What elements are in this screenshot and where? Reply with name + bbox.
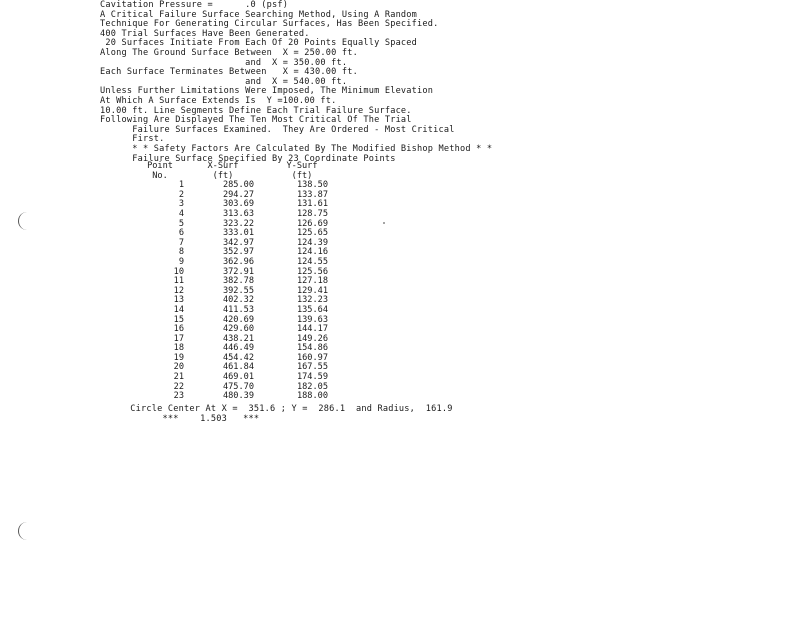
cell-y-surf: 132.23 [296, 295, 328, 306]
header-line: 20 Surfaces Initiate From Each Of 20 Points Equally Spaced [100, 38, 418, 49]
cell-y-surf: 124.39 [296, 237, 328, 248]
col-header-point: Point [147, 161, 173, 171]
cell-x-surf: 285.00 [222, 180, 254, 191]
cell-y-surf: 139.63 [296, 314, 328, 325]
header-line: Failure Surface Specified By 23 Coordinate Points [100, 153, 396, 164]
cell-point: 20 [173, 362, 184, 373]
cell-point: 19 [173, 352, 184, 363]
cell-x-surf: 392.55 [222, 285, 254, 296]
header-line: At Which A Surface Extends Is Y =100.00 ft. [100, 96, 337, 106]
header-line: Technique For Generating Circular Surfaces, Has Been Specified. [100, 19, 439, 30]
table-body [140, 181, 328, 402]
cell-x-surf: 303.69 [222, 199, 254, 210]
cell-point: 2 [178, 189, 184, 200]
table-row [140, 392, 328, 402]
header-line: Unless Further Limitations Were Imposed, The Minimum Elevation [100, 86, 434, 97]
cell-point: 12 [173, 285, 184, 296]
cell-point: 1 [178, 180, 184, 191]
cell-x-surf: 313.63 [222, 208, 254, 219]
cell-point: 5 [178, 218, 184, 229]
cell-y-surf: 154.86 [296, 343, 328, 354]
col-unit-y-surf: (ft) [291, 170, 313, 181]
header-line: Along The Ground Surface Between X = 250.00 ft. [100, 48, 358, 58]
cell-x-surf: 342.97 [222, 237, 254, 248]
cell-x-surf: 323.22 [222, 218, 254, 229]
cell-x-surf: 420.69 [222, 314, 254, 325]
cell-x-surf: 362.96 [222, 256, 254, 267]
cell-y-surf: 160.97 [296, 352, 328, 363]
header-line: 400 Trial Surfaces Have Been Generated. [100, 28, 310, 39]
cell-y-surf: 167.55 [296, 362, 328, 373]
cell-point: 15 [173, 314, 184, 325]
header-line: Each Surface Terminates Between X = 430.00 ft. [100, 67, 358, 78]
header-line: A Critical Failure Surface Searching Method, Using A Random [100, 9, 418, 20]
safety-factor-line: *** 1.503 *** [98, 414, 260, 424]
col-header-x-surf: X-Surf [207, 161, 239, 171]
header-line: Cavitation Pressure = .0 (psf) [100, 0, 289, 10]
cell-point: 16 [173, 324, 184, 335]
cell-y-surf: 125.56 [296, 266, 328, 277]
cell-y-surf: 138.50 [296, 180, 328, 191]
cell-x-surf: 475.70 [222, 381, 254, 392]
cell-point: 23 [173, 391, 184, 402]
cell-y-surf: 133.87 [296, 189, 328, 200]
cell-y-surf: 135.64 [296, 304, 328, 315]
cell-point: 11 [173, 276, 184, 287]
cell-x-surf: 352.97 [222, 247, 254, 258]
cell-point: 18 [173, 343, 184, 354]
cell-y-surf: 129.41 [296, 285, 328, 296]
scan-speck [383, 222, 385, 224]
cell-y-surf: 124.55 [296, 256, 328, 267]
cell-x-surf: 454.42 [222, 352, 254, 363]
header-line: and X = 350.00 ft. [100, 57, 348, 68]
cell-point: 6 [178, 228, 184, 239]
cell-x-surf: 294.27 [222, 189, 254, 200]
circle-center-line: Circle Center At X = 351.6 ; Y = 286.1 and Radius, 161.9 [98, 404, 453, 414]
cell-y-surf: 126.69 [296, 218, 328, 229]
cell-x-surf: 429.60 [222, 324, 254, 335]
header-line: Following Are Displayed The Ten Most Critical Of The Trial [100, 115, 412, 126]
cell-y-surf: 144.17 [296, 324, 328, 335]
cell-y-surf: 174.59 [296, 372, 328, 383]
col-unit-x-surf: (ft) [212, 170, 234, 181]
cell-point: 8 [178, 247, 184, 258]
cell-x-surf: 461.84 [222, 362, 254, 373]
cell-x-surf: 480.39 [222, 391, 254, 402]
header-line: and X = 540.00 ft. [100, 76, 348, 87]
cell-point: 7 [178, 237, 184, 248]
col-unit-point: No. [152, 170, 168, 181]
scan-mark-lower [18, 522, 29, 540]
scan-mark-upper [18, 212, 29, 230]
cell-x-surf: 411.53 [222, 304, 254, 315]
cell-x-surf: 333.01 [222, 228, 254, 239]
cell-point: 21 [173, 372, 184, 383]
cell-point: 22 [173, 381, 184, 392]
coordinate-table [140, 162, 328, 402]
cell-point: 10 [173, 266, 184, 277]
header-line: 10.00 ft. Line Segments Define Each Trial Failure Surface. [100, 105, 412, 116]
header-line: * * Safety Factors Are Calculated By The Modified Bishop Method * * [100, 144, 493, 154]
cell-point: 3 [178, 199, 184, 210]
cell-point: 9 [178, 256, 184, 267]
cell-y-surf: 125.65 [296, 228, 328, 239]
cell-y-surf: 127.18 [296, 276, 328, 287]
cell-point: 14 [173, 304, 184, 315]
cell-x-surf: 402.32 [222, 295, 254, 306]
cell-point: 17 [173, 333, 184, 344]
cell-x-surf: 382.78 [222, 276, 254, 287]
cell-x-surf: 446.49 [222, 343, 254, 354]
col-header-y-surf: Y-Surf [286, 161, 318, 171]
cell-point: 13 [173, 295, 184, 306]
cell-y-surf: 149.26 [296, 333, 328, 344]
cell-point: 4 [178, 208, 184, 219]
cell-y-surf: 131.61 [296, 199, 328, 210]
cell-y-surf: 182.05 [296, 381, 328, 392]
cell-y-surf: 188.00 [296, 391, 328, 402]
cell-x-surf: 372.91 [222, 266, 254, 277]
cell-x-surf: 469.01 [222, 372, 254, 383]
cell-x-surf: 438.21 [222, 333, 254, 344]
header-line: First. [100, 134, 165, 145]
header-line: Failure Surfaces Examined. They Are Ordered - Most Critical [100, 124, 455, 135]
cell-y-surf: 128.75 [296, 208, 328, 219]
cell-y-surf: 124.16 [296, 247, 328, 258]
